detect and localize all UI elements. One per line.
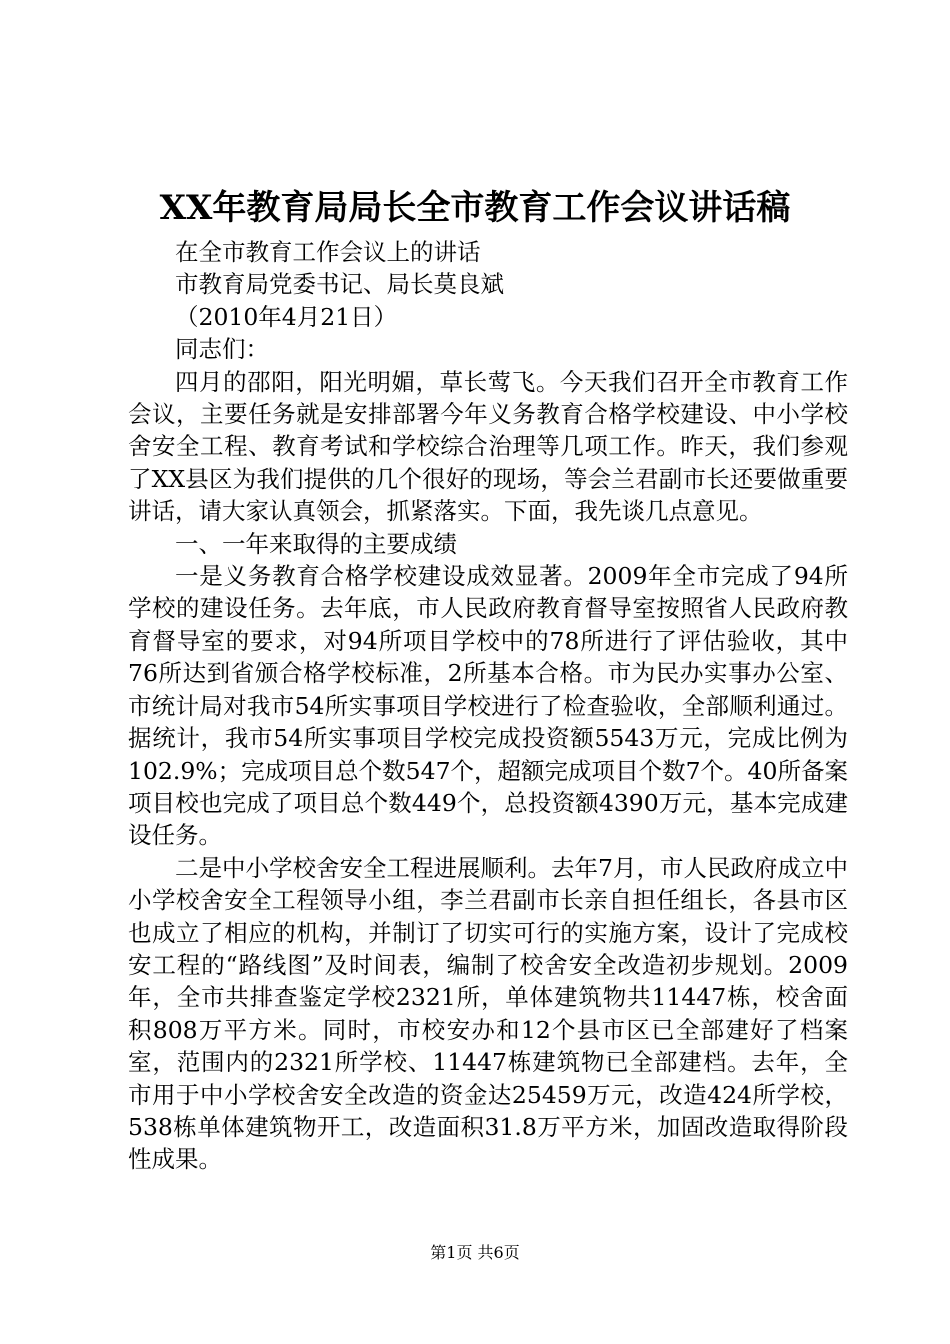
salutation: 同志们： <box>175 335 269 364</box>
body-paragraph: 四月的邵阳，阳光明媚，草长莺飞。今天我们召开全市教育工作会议，主要任务就是安排部署今年义务教育合格学校建设、中小学校舍安全工程、教育考试和学校综合治理等几项工作。昨天，我们参观了XX县区为我们提供的几个很好的现场，等会兰君副市长还要做重要讲话，请大家认真领会，抓紧落实。下面，我先谈几点意见。 <box>128 367 848 526</box>
speech-date: （2010年4月21日） <box>175 302 398 331</box>
page-footer: 第1页 共6页 <box>430 1243 520 1262</box>
document-body <box>128 236 848 1176</box>
section-heading: 一、一年来取得的主要成绩 <box>175 529 457 558</box>
document-title: XX年教育局局长全市教育工作会议讲话稿 <box>159 188 791 228</box>
speaker-line: 市教育局党委书记、局长莫良斌 <box>175 270 504 299</box>
body-paragraph: 一是义务教育合格学校建设成效显著。2009年全市完成了94所学校的建设任务。去年底，市人民政府教育督导室按照省人民政府教育督导室的要求，对94所项目学校中的78所进行了评估验收，其中76所达到省颁合格学校标准，2所基本合格。市为民办实事办公室、市统计局对我市54所实事项目学校进行了检查验收，全部顺利通过。据统计，我市54所实事项目学校完成投资额5543万元，完成比例为102.9%；完成项目总个数547个，超额完成项目个数7个。40所备案项目校也完成了项目总个数449个，总投资额4390万元，基本完成建设任务。 <box>128 562 848 850</box>
body-paragraph: 二是中小学校舍安全工程进展顺利。去年7月，市人民政府成立中小学校舍安全工程领导小组，李兰君副市长亲自担任组长，各县市区也成立了相应的机构，并制订了切实可行的实施方案，设计了完成校安工程的“路线图”及时间表，编制了校舍安全改造初步规划。2009年，全市共排查鉴定学校2321所，单体建筑物共11447栋，校舍面积808万平方米。同时，市校安办和12个县市区已全部建好了档案室，范围内的2321所学校、11447栋建筑物已全部建档。去年，全市用于中小学校舍安全改造的资金达25459万元，改造424所学校，538栋单体建筑物开工，改造面积31.8万平方米，加固改造取得阶段性成果。 <box>128 853 848 1174</box>
speech-heading: 在全市教育工作会议上的讲话 <box>175 238 481 266</box>
